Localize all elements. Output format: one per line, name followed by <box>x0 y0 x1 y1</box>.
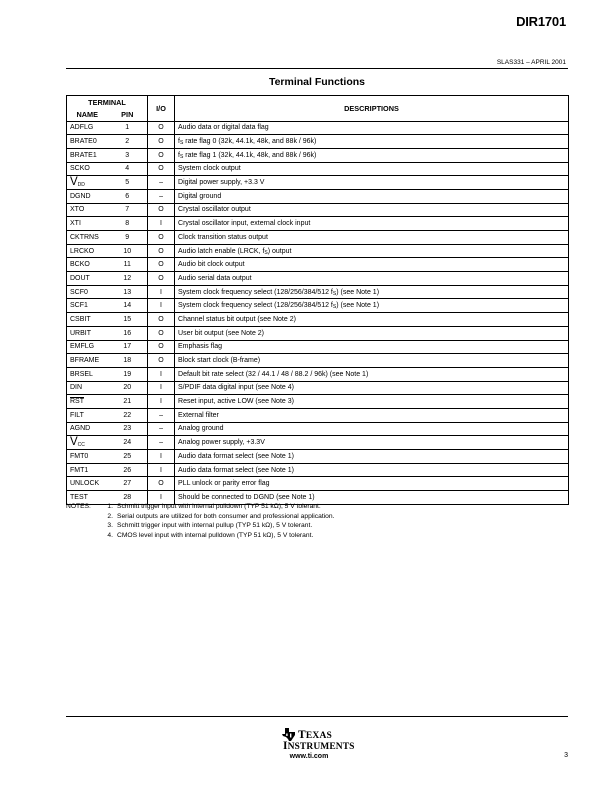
table-row: XTI 8 I Crystal oscillator input, external clock input <box>67 217 569 231</box>
table-row: SCKO 4 O System clock output <box>67 162 569 176</box>
footer-rule <box>66 716 568 717</box>
table-row: DIN 20 I S/PDIF data digital input (see Note 4) <box>67 381 569 395</box>
website-url: www.ti.com <box>289 753 329 760</box>
table-row: UNLOCK 27 O PLL unlock or parity error flag <box>67 477 569 491</box>
table-row: LRCKO 10 O Audio latch enable (LRCK, $f_S$) output <box>67 244 569 258</box>
table-row: BCKO 11 O Audio bit clock output <box>67 258 569 272</box>
table-row: URBIT 16 O User bit output (see Note 2) <box>67 326 569 340</box>
section-title: Terminal Functions <box>268 76 366 88</box>
table-row: BRATE0 2 O $f_S$ rate flag 0 (32k, 44.1k, 48k, and 88k / 96k) <box>67 135 569 149</box>
table-row: SCF1 14 I System clock frequency select (128/256/384/512 $f_S$) (see Note 1) <box>67 299 569 313</box>
table-row: SCF0 13 I System clock frequency select (128/256/384/512 $f_S$) (see Note 1) <box>67 285 569 299</box>
name-header: NAME <box>67 108 108 121</box>
header-rule <box>66 68 568 69</box>
table-row: DOUT 12 O Audio serial data output <box>67 272 569 286</box>
table-row: AGND 23 – Analog ground <box>67 422 569 436</box>
logo-line-2: INSTRUMENTS <box>283 740 355 752</box>
table-row: FMT1 26 I Audio data format select (see Note 1) <box>67 463 569 477</box>
table-row: EMFLG 17 O Emphasis flag <box>67 340 569 354</box>
table-row: ADFLG 1 O Audio data or digital data flag <box>67 121 569 135</box>
table-row: $V_{CC}$ 24 – Analog power supply, +3.3V <box>67 436 569 450</box>
terminal-functions-table <box>66 95 569 505</box>
table-row: FMT0 25 I Audio data format select (see Note 1) <box>67 450 569 464</box>
document-id: SLAS331 – APRIL 2001 <box>496 59 566 66</box>
table-row: BRSEL 19 I Default bit rate select (32 / 44.1 / 48 / 88.2 / 96k) (see Note 1) <box>67 367 569 381</box>
table-row: TEST 28 I Should be connected to DGND (see Note 1) <box>67 491 569 505</box>
table-row: CSBIT 15 O Channel status bit output (see Note 2) <box>67 313 569 327</box>
page-number: 3 <box>564 752 568 759</box>
notes-label: NOTES: <box>66 503 91 510</box>
table-row: $\overline{RST}$ 21 I Reset input, active LOW (see Note 3) <box>67 395 569 409</box>
table-row: $V_{DD}$ 5 – Digital power supply, +3.3 V <box>67 176 569 190</box>
descriptions-header: DESCRIPTIONS <box>175 96 569 122</box>
terminal-header: TERMINAL <box>67 96 148 109</box>
table-row: BFRAME 18 O Block start clock (B-frame) <box>67 354 569 368</box>
pin-header: PIN <box>108 108 148 121</box>
table-row: DGND 6 – Digital ground <box>67 189 569 203</box>
table-row: FILT 22 – External filter <box>67 408 569 422</box>
io-header: I/O <box>148 96 175 122</box>
logo-line-1: TEXAS <box>298 729 333 741</box>
table-row: CKTRNS 9 O Clock transition status output <box>67 231 569 245</box>
part-number: DIR1701 <box>516 14 566 29</box>
table-row: XTO 7 O Crystal oscillator output <box>67 203 569 217</box>
table-row: BRATE1 3 O $f_S$ rate flag 1 (32k, 44.1k, 48k, and 88k / 96k) <box>67 148 569 162</box>
